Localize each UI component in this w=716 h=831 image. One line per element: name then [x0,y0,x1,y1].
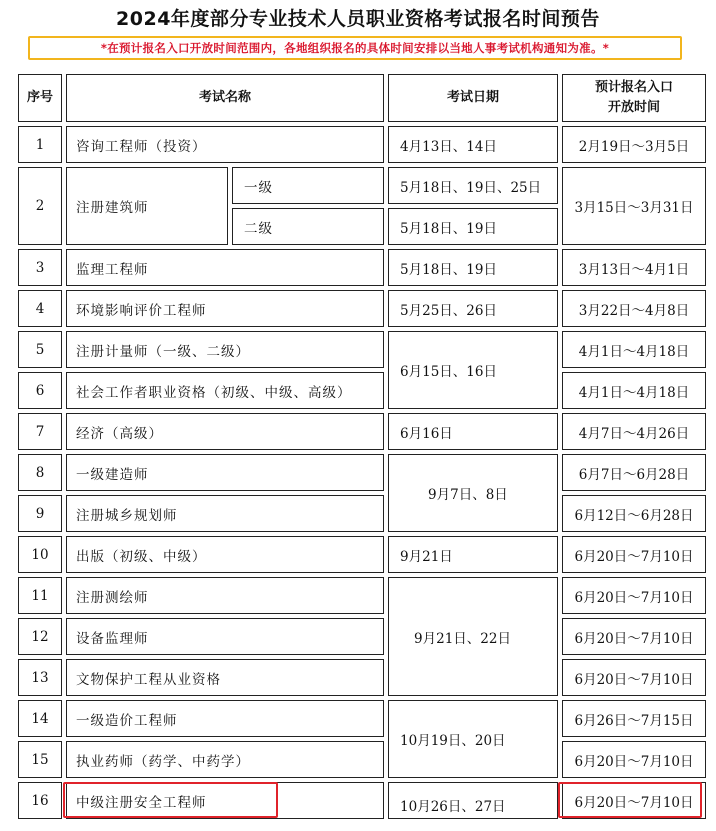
row-num: 3 [16,247,64,288]
row-num: 15 [16,739,64,780]
row-name: 一级建造师 [64,452,386,493]
table-row [16,493,708,534]
row-open: 6月12日～6月28日 [560,493,708,534]
row-date: 10月26日、27日 [386,780,560,821]
row-num: 2 [16,165,64,247]
row-open: 6月20日～7月10日 [560,780,708,821]
row-name: 一级造价工程师 [64,698,386,739]
row-num: 16 [16,780,64,821]
row-date: 5月18日、19日 [386,206,560,247]
row-open: 3月15日～3月31日 [560,165,708,247]
row-date: 9月21日 [386,534,560,575]
page-title: 2024年度部分专业技术人员职业资格考试报名时间预告 [116,8,600,30]
row-num: 4 [16,288,64,329]
row-open: 6月20日～7月10日 [560,739,708,780]
row-open: 6月20日～7月10日 [560,657,708,698]
table-row [16,288,708,329]
table-row [16,534,708,575]
row-date: 10月19日、20日 [386,698,560,780]
exam-schedule-table [14,70,710,823]
row-open: 4月1日～4月18日 [560,329,708,370]
row-open: 4月1日～4月18日 [560,370,708,411]
row-name: 注册建筑师 [64,165,230,247]
table-row [16,411,708,452]
row-date: 4月13日、14日 [386,124,560,165]
row-num: 8 [16,452,64,493]
row-num: 12 [16,616,64,657]
row-num: 14 [16,698,64,739]
table-row [16,452,708,493]
table-row [16,575,708,616]
header-num: 序号 [16,72,64,124]
row-open: 4月7日～4月26日 [560,411,708,452]
row-name: 执业药师（药学、中药学） [64,739,386,780]
row-level: 一级 [230,165,386,206]
header-open-text: 预计报名入口开放时间 [595,80,674,115]
table-row [16,657,708,698]
row-name: 社会工作者职业资格（初级、中级、高级） [64,370,386,411]
row-num: 5 [16,329,64,370]
row-name: 文物保护工程从业资格 [64,657,386,698]
table-row [16,329,708,370]
row-name: 中级注册安全工程师 [64,780,386,821]
row-num: 11 [16,575,64,616]
row-name: 注册城乡规划师 [64,493,386,534]
table-row [16,698,708,739]
row-name: 经济（高级） [64,411,386,452]
row-num: 10 [16,534,64,575]
table-row [16,124,708,165]
table-row [16,247,708,288]
header-date: 考试日期 [386,72,560,124]
header-name: 考试名称 [64,72,386,124]
row-level: 二级 [230,206,386,247]
row-date: 6月15日、16日 [386,329,560,411]
row-name: 环境影响评价工程师 [64,288,386,329]
row-num: 1 [16,124,64,165]
header-open [560,72,708,124]
row-open: 3月13日～4月1日 [560,247,708,288]
row-open: 6月20日～7月10日 [560,534,708,575]
row-name: 出版（初级、中级） [64,534,386,575]
table-row [16,165,708,206]
table-row [16,616,708,657]
row-name: 注册测绘师 [64,575,386,616]
table-row [16,370,708,411]
row-open: 6月20日～7月10日 [560,616,708,657]
row-num: 6 [16,370,64,411]
row-open: 6月20日～7月10日 [560,575,708,616]
row-open: 2月19日～3月5日 [560,124,708,165]
table-row [16,780,708,821]
row-name: 设备监理师 [64,616,386,657]
row-date: 9月21日、22日 [386,575,560,698]
table-row [16,739,708,780]
header-row [16,72,708,124]
row-date: 5月18日、19日、25日 [386,165,560,206]
row-num: 9 [16,493,64,534]
row-num: 7 [16,411,64,452]
row-name: 咨询工程师（投资） [64,124,386,165]
row-name: 监理工程师 [64,247,386,288]
row-num: 13 [16,657,64,698]
row-name: 注册计量师（一级、二级） [64,329,386,370]
row-date: 5月25日、26日 [386,288,560,329]
row-date: 9月7日、8日 [386,452,560,534]
row-open: 6月26日～7月15日 [560,698,708,739]
row-date: 5月18日、19日 [386,247,560,288]
row-open: 3月22日～4月8日 [560,288,708,329]
row-open: 6月7日～6月28日 [560,452,708,493]
row-date: 6月16日 [386,411,560,452]
notice-banner: *在预计报名入口开放时间范围内，各地组织报名的具体时间安排以当地人事考试机构通知为准。* [28,36,682,60]
